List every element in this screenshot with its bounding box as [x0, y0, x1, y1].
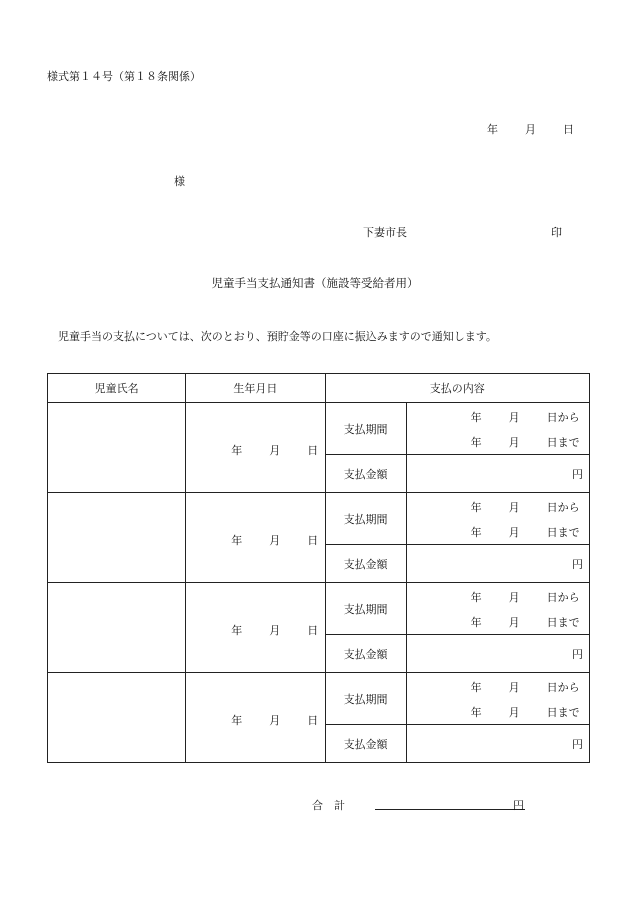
to-day: 日まで [546, 616, 580, 629]
birth-year: 年 [231, 623, 243, 637]
birth-month: 月 [269, 623, 281, 637]
issue-date [487, 121, 574, 137]
birth-month: 月 [269, 533, 281, 547]
from-day: 日から [546, 681, 580, 694]
total-underline [375, 809, 525, 810]
payment-period-label: 支払期間 [325, 583, 406, 635]
birth-day: 日 [307, 713, 319, 727]
birthdate-cell [186, 493, 325, 583]
header-child-name: 児童氏名 [48, 374, 186, 403]
birth-year: 年 [231, 533, 243, 547]
birthdate-cell [186, 673, 325, 763]
to-month: 月 [508, 526, 520, 539]
payment-amount-value: 円 [406, 635, 589, 673]
to-year: 年 [470, 436, 482, 449]
birth-year: 年 [231, 713, 243, 727]
date-day: 日 [563, 123, 574, 136]
payment-amount-label: 支払金額 [325, 545, 406, 583]
to-month: 月 [508, 616, 520, 629]
to-month: 月 [508, 436, 520, 449]
payment-period-value [406, 583, 589, 635]
birth-day: 日 [307, 623, 319, 637]
payment-period-value [406, 403, 589, 455]
payment-amount-label: 支払金額 [325, 635, 406, 673]
date-month: 月 [525, 123, 536, 136]
child-name-cell[interactable] [48, 673, 186, 763]
child-name-cell[interactable] [48, 493, 186, 583]
from-year: 年 [470, 591, 482, 604]
document-title: 児童手当支払通知書（施設等受給者用） [211, 276, 419, 290]
to-day: 日まで [546, 706, 580, 719]
payment-table [47, 373, 590, 763]
to-day: 日まで [546, 436, 580, 449]
payment-period-label: 支払期間 [325, 403, 406, 455]
date-year: 年 [487, 123, 498, 136]
to-day: 日まで [546, 526, 580, 539]
from-day: 日から [546, 591, 580, 604]
birth-day: 日 [307, 533, 319, 547]
intro-text: 児童手当の支払については、次のとおり、預貯金等の口座に振込みますので通知します。 [58, 330, 497, 343]
to-year: 年 [470, 616, 482, 629]
table-row [48, 583, 590, 635]
from-month: 月 [508, 501, 520, 514]
from-day: 日から [546, 411, 580, 424]
payment-period-value [406, 673, 589, 725]
to-year: 年 [470, 526, 482, 539]
payment-amount-label: 支払金額 [325, 725, 406, 763]
from-year: 年 [470, 411, 482, 424]
issuer-name: 下妻市長 [363, 226, 407, 239]
birth-month: 月 [269, 713, 281, 727]
payment-amount-value: 円 [406, 725, 589, 763]
birthdate-cell [186, 403, 325, 493]
to-year: 年 [470, 706, 482, 719]
from-month: 月 [508, 591, 520, 604]
total-label: 合 計 [312, 799, 345, 812]
from-day: 日から [546, 501, 580, 514]
birth-day: 日 [307, 443, 319, 457]
payment-amount-value: 円 [406, 455, 589, 493]
header-payment-details: 支払の内容 [325, 374, 590, 403]
header-birthdate: 生年月日 [186, 374, 325, 403]
payment-amount-value: 円 [406, 545, 589, 583]
birthdate-cell [186, 583, 325, 673]
birth-year: 年 [231, 443, 243, 457]
table-row [48, 673, 590, 725]
from-month: 月 [508, 681, 520, 694]
form-number: 様式第１４号（第１８条関係） [47, 70, 201, 83]
child-name-cell[interactable] [48, 403, 186, 493]
child-name-cell[interactable] [48, 583, 186, 673]
to-month: 月 [508, 706, 520, 719]
from-year: 年 [470, 681, 482, 694]
seal-mark: 印 [551, 226, 562, 239]
payment-period-label: 支払期間 [325, 493, 406, 545]
from-year: 年 [470, 501, 482, 514]
payment-amount-label: 支払金額 [325, 455, 406, 493]
payment-period-value [406, 493, 589, 545]
from-month: 月 [508, 411, 520, 424]
birth-month: 月 [269, 443, 281, 457]
table-header-row [48, 374, 590, 403]
table-row [48, 403, 590, 455]
total-yen: 円 [513, 799, 524, 812]
recipient-honorific: 様 [174, 175, 185, 188]
payment-period-label: 支払期間 [325, 673, 406, 725]
table-row [48, 493, 590, 545]
